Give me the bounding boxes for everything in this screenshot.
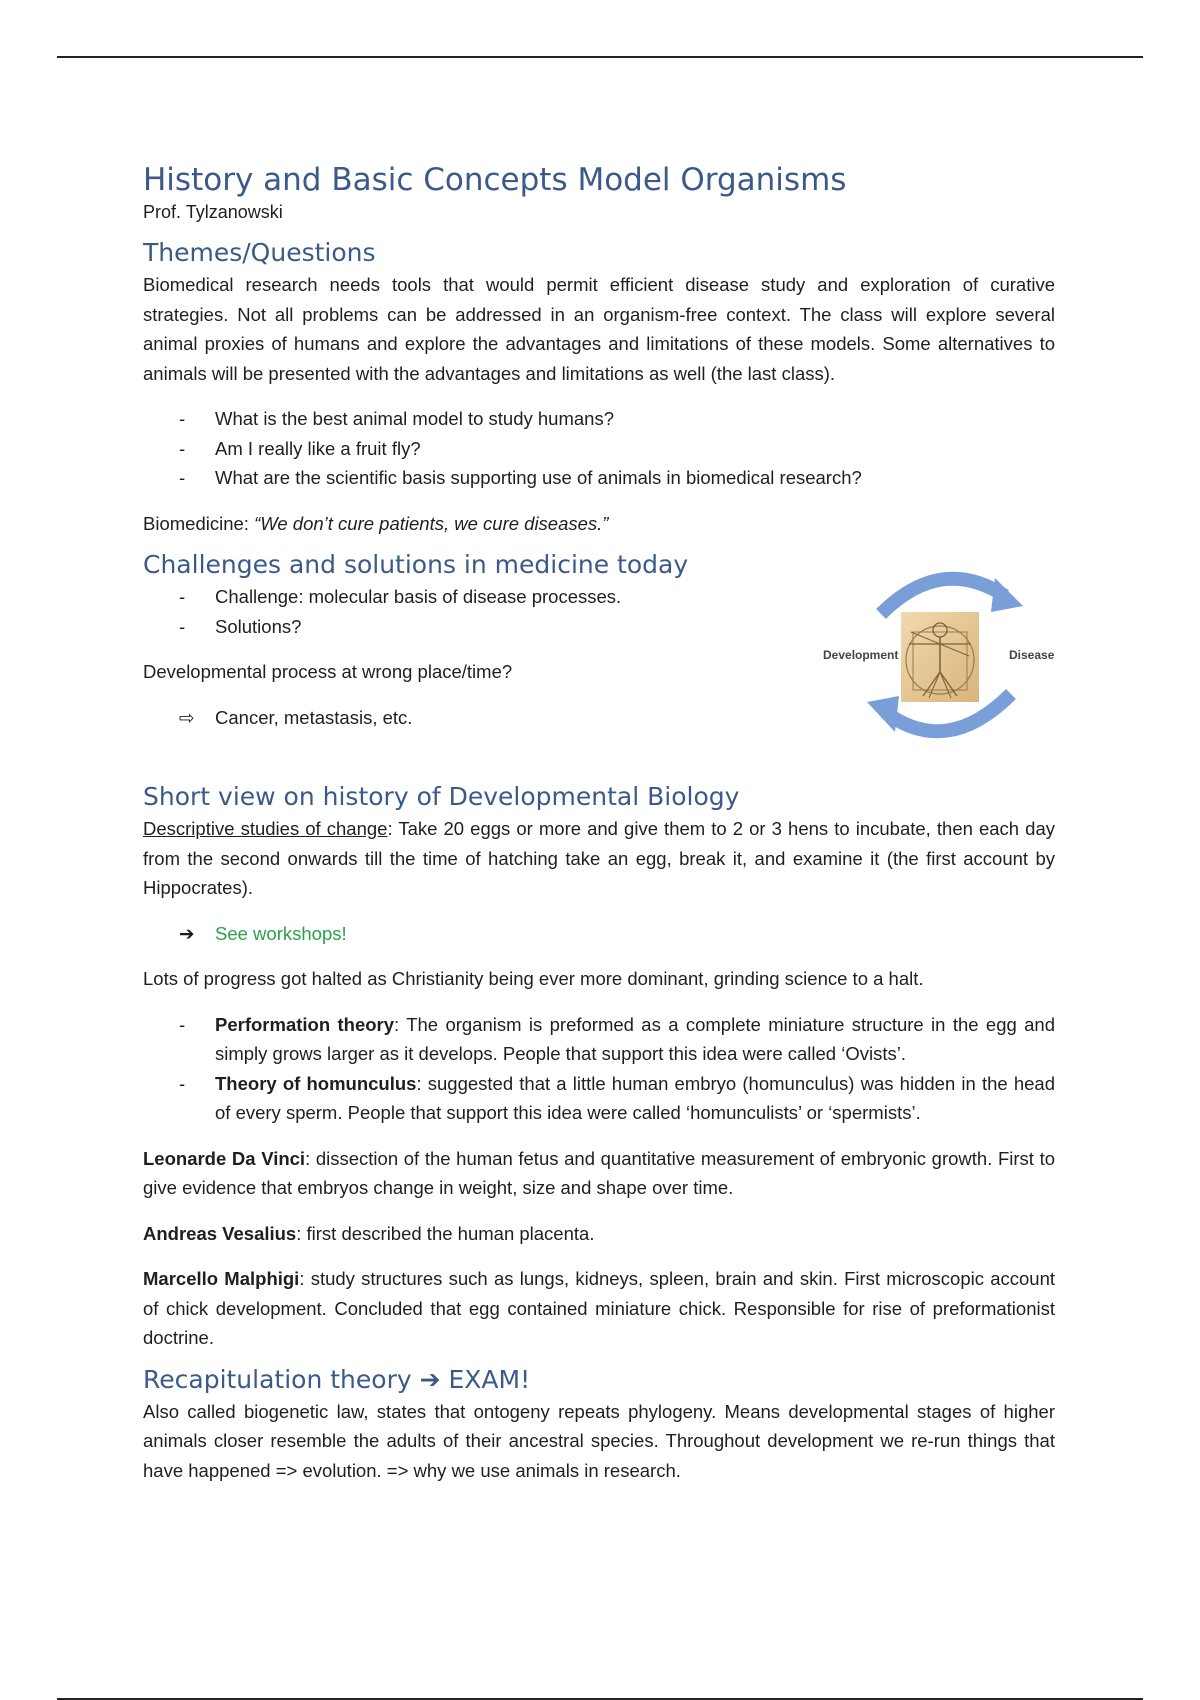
hollow-arrow-icon: ⇨	[179, 706, 195, 728]
challenges-section	[143, 548, 1055, 732]
list-item: - Am I really like a fruit fly?	[143, 434, 1055, 464]
themes-heading: Themes/Questions	[143, 238, 376, 267]
malphigi-paragraph: Marcello Malphigi: study structures such as lungs, kidneys, spleen, brain and skin. First microscopic account of chick development. Concluded that egg contained miniature chick. Responsible for rise of preformationist doctrine.	[143, 1268, 1056, 1348]
recapitulation-heading: Recapitulation theory ➔ EXAM!	[143, 1364, 531, 1394]
dash-marker: -	[179, 1072, 186, 1094]
list-item: - What is the best animal model to study humans?	[143, 404, 1055, 434]
development-label: Development	[823, 648, 899, 662]
list-item: - Performation theory: The organism is preformed as a complete miniature structure in the egg and simply grows larger as it develops. People that support this idea were called ‘Ovists’.	[143, 1010, 1055, 1069]
dash-marker: -	[179, 408, 186, 429]
list-item: - Challenge: molecular basis of disease processes.	[143, 582, 1055, 612]
cancer-item: ⇨ Cancer, metastasis, etc.	[143, 703, 1055, 733]
dash-marker: -	[179, 437, 186, 459]
header-rule	[57, 56, 1143, 58]
list-item: - What are the scientific basis supporting use of animals in biomedical research?	[143, 463, 1055, 493]
author: Prof. Tylzanowski	[143, 202, 283, 222]
right-arrow-icon: ➔	[179, 922, 195, 944]
bottom-arrowhead	[867, 696, 899, 732]
list-item: - Theory of homunculus: suggested that a little human embryo (homunculus) was hidden in the head of every sperm. People that support this idea were called ‘homunculists’ or ‘spermists’.	[143, 1069, 1055, 1128]
recapitulation-paragraph: Also called biogenetic law, states that ontogeny repeats phylogeny. Means developmental stages of higher animals closer resemble the adults of their ancestral species. Throughout development we re-run things that have happened => evolution. => why we use animals in research.	[143, 1400, 1055, 1481]
descriptive-paragraph: Descriptive studies of change: Take 20 eggs or more and give them to 2 or 3 hens to incubate, then each day from the second onwards till the time of hatching take an egg, break it, and examine it (the first account by Hippocrates).	[143, 818, 1055, 898]
questions-list	[143, 404, 1055, 493]
da-vinci-paragraph: Leonarde Da Vinci: dissection of the human fetus and quantitative measurement of embryonic growth. First to give evidence that embryos change in weight, size and shape over time.	[143, 1147, 1055, 1198]
right-arrow-icon: ➔	[419, 1364, 441, 1394]
workshops-note: ➔ See workshops!	[143, 919, 1055, 949]
themes-paragraph: Biomedical research needs tools that would permit efficient disease study and exploration of curative strategies. Not all problems can be addressed in an organism-free context. The class will explore several animal proxies of humans and explore the advantages and limitations of these models. Some alternatives to animals will be presented with the advantages and limitations as well (the last class).	[143, 274, 1055, 384]
development-disease-figure	[823, 562, 1063, 742]
history-heading: Short view on history of Developmental Biology	[143, 782, 740, 811]
dash-marker: -	[179, 1013, 186, 1035]
document-page	[143, 160, 1055, 1485]
document-title: History and Basic Concepts Model Organisms	[143, 162, 847, 198]
challenges-heading: Challenges and solutions in medicine today	[143, 550, 689, 579]
top-arrowhead	[991, 578, 1023, 612]
dash-marker: -	[179, 467, 186, 488]
biomedicine-quote: Biomedicine: “We don’t cure patients, we cure diseases.”	[143, 512, 609, 534]
developmental-question: Developmental process at wrong place/time?	[143, 661, 513, 682]
vesalius-paragraph: Andreas Vesalius: first described the human placenta.	[143, 1222, 595, 1244]
top-cycle-arrow	[881, 579, 1005, 614]
christianity-paragraph: Lots of progress got halted as Christianity being ever more dominant, grinding science to a halt.	[143, 968, 924, 989]
list-item: - Solutions?	[143, 612, 1055, 642]
theories-list	[143, 1010, 1055, 1128]
disease-label: Disease	[1009, 648, 1055, 662]
dash-marker: -	[179, 615, 186, 637]
dash-marker: -	[179, 586, 186, 607]
